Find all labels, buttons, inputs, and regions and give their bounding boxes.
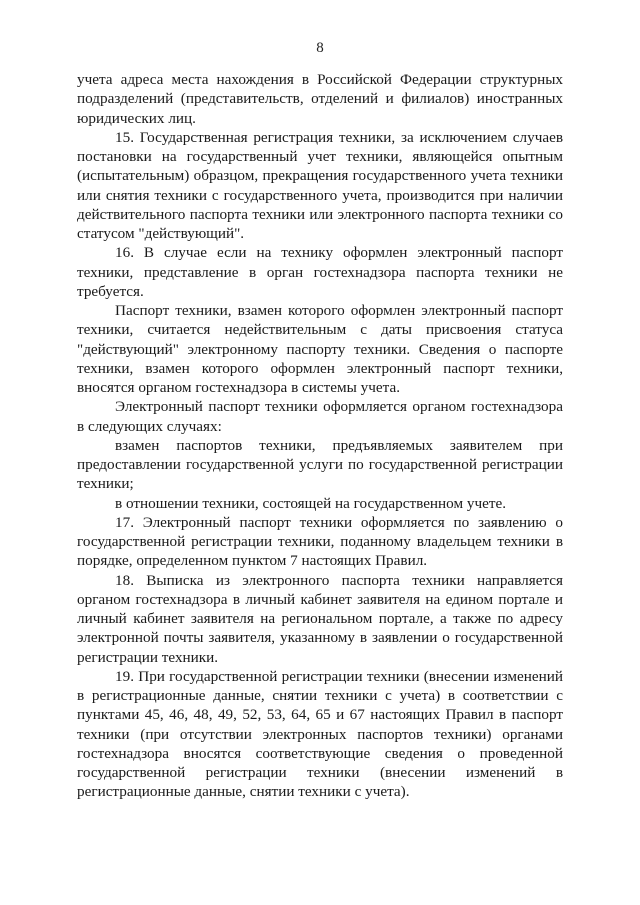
paragraph-16-case-1: взамен паспортов техники, предъявляемых заявителем при предоставлении государственной услуги по государственной регистрации техники; bbox=[77, 436, 563, 493]
paragraph-19: 19. При государственной регистрации техники (внесении изменений в регистрационные данные, снятии техники с учета) в соответствии с пунктами 45, 46, 48, 49, 52, 53, 64, 65 и 67 настоящих Правил в паспорт техники (при отсутствии электронных паспортов техники) органами гостехнадзора вносятся соответствующие сведения о проведенной государственной регистрации техники (внесении изменений в регистрационные данные, снятии техники с учета). bbox=[77, 667, 563, 801]
paragraph-16-passport: Паспорт техники, взамен которого оформлен электронный паспорт техники, считается недействительным с даты присвоения статуса "действующий" электронному паспорту техники. Сведения о паспорте техники, взамен которого оформлен электронный паспорт техники, вносятся органом гостехнадзора в системы учета. bbox=[77, 302, 563, 396]
paragraph-18: 18. Выписка из электронного паспорта техники направляется органом гостехнадзора в личный кабинет заявителя на едином портале и личный кабинет заявителя на региональном портале, а также по адресу электронной почты заявителя, указанному в заявлении о государственной регистрации техники. bbox=[77, 571, 563, 666]
page-number: 8 bbox=[316, 40, 324, 56]
paragraph-continuation: учета адреса места нахождения в Российской Федерации структурных подразделений (представительств, отделений и филиалов) иностранных юридических лиц. bbox=[77, 71, 563, 127]
paragraph-16-cases-intro: Электронный паспорт техники оформляется органом гостехнадзора в следующих случаях: bbox=[77, 398, 563, 435]
document-body bbox=[77, 70, 563, 802]
paragraph-16-case-2: в отношении техники, состоящей на государственном учете. bbox=[115, 494, 507, 512]
paragraph-17: 17. Электронный паспорт техники оформляется по заявлению о государственной регистрации техники, поданному владельцем техники в порядке, определенном пунктом 7 настоящих Правил. bbox=[77, 513, 563, 570]
paragraph-16: 16. В случае если на технику оформлен электронный паспорт техники, представление в орган гостехнадзора паспорта техники не требуется. bbox=[77, 244, 563, 300]
paragraph-15: 15. Государственная регистрация техники, за исключением случаев постановки на государственный учет техники, являющейся опытным (испытательным) образцом, прекращения государственного учета техники или снятия техники с государственного учета, производится при наличии действительного паспорта техники или электронного паспорта техники со статусом "действующий". bbox=[77, 128, 563, 242]
